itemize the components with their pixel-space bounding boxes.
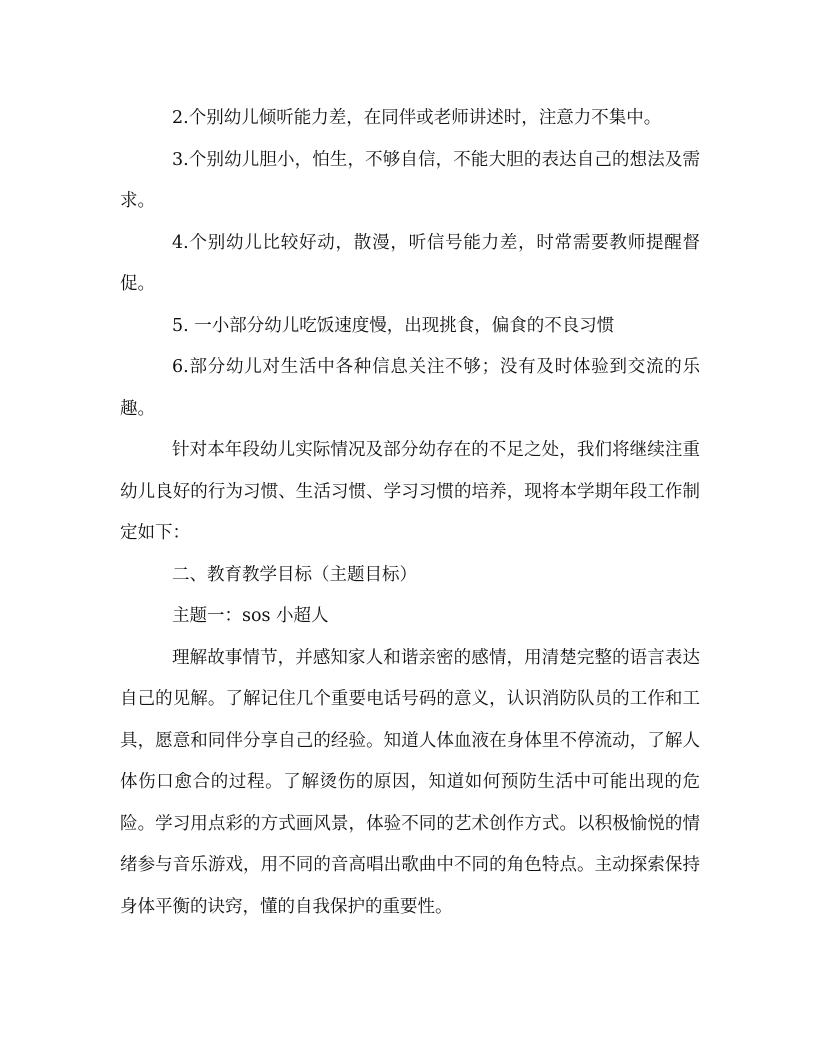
paragraph-item-6: 6.部分幼儿对生活中各种信息关注不够；没有及时体验到交流的乐趣。 xyxy=(120,357,700,419)
paragraph-item-5: 5. 一小部分幼儿吃饭速度慢，出现挑食，偏食的不良习惯 xyxy=(172,315,615,336)
theme-heading: 主题一：sos 小超人 xyxy=(172,606,329,626)
paragraph-item-3: 3.个别幼儿胆小，怕生，不够自信，不能大胆的表达自己的想法及需求。 xyxy=(120,149,700,211)
paragraph-item-4: 4.个别幼儿比较好动，散漫，听信号能力差，时常需要教师提醒督促。 xyxy=(120,232,700,294)
theme-description: 理解故事情节，并感知家人和谐亲密的感情，用清楚完整的语言表达自己的见解。了解记住几个重要电话号码的意义，认识消防队员的工作和工具，愿意和同伴分享自己的经验。知道人体血液在身体里不停流动，了解人体伤口愈合的过程。了解烫伤的原因，知道如何预防生活中可能出现的危险。学习用点彩的方式画风景，体验不同的艺术创作方式。以积极愉悦的情绪参与音乐游戏，用不同的音高唱出歌曲中不同的角色特点。主动探索保持身体平衡的诀窍，懂的自我保护的重要性。 xyxy=(120,647,700,917)
document-body xyxy=(120,98,700,928)
section-heading: 二、教育教学目标（主题目标） xyxy=(172,564,417,585)
paragraph-item-2: 2.个别幼儿倾听能力差，在同伴或老师讲述时，注意力不集中。 xyxy=(172,108,662,128)
paragraph-summary: 针对本年段幼儿实际情况及部分幼存在的不足之处，我们将继续注重幼儿良好的行为习惯、生活习惯、学习习惯的培养，现将本学期年段工作制定如下： xyxy=(120,440,700,543)
